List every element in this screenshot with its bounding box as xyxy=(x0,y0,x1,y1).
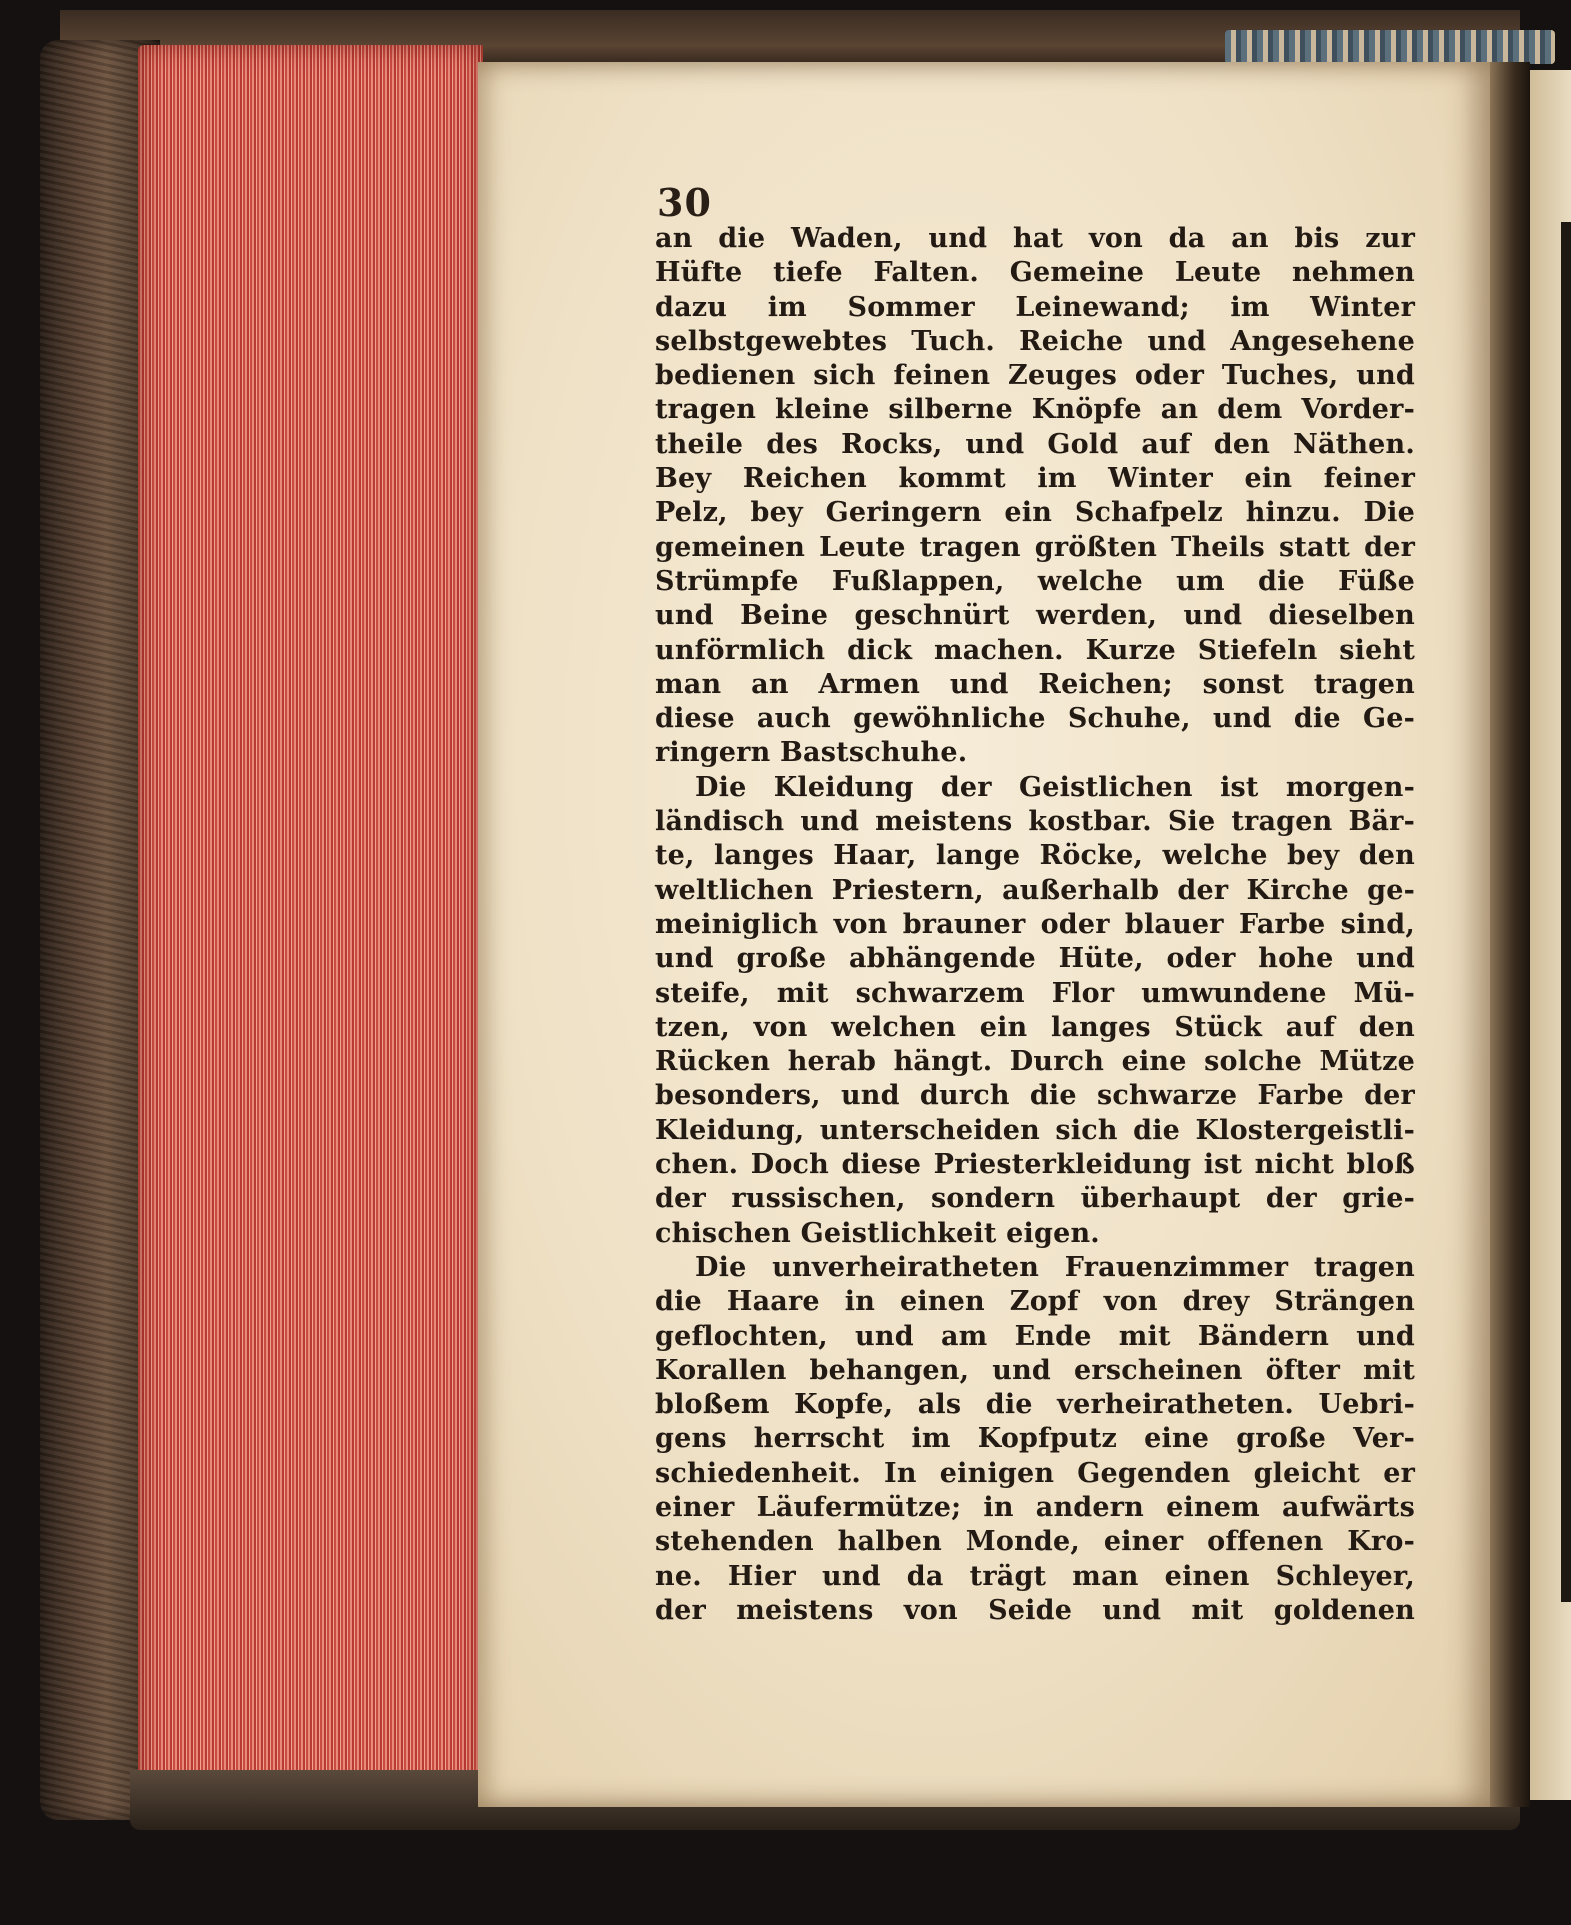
page-number: 30 xyxy=(657,180,712,225)
text-line: der russischen, sondern überhaupt der grie- xyxy=(655,1183,1415,1215)
text-line: Die Kleidung der Geistlichen ist morgen- xyxy=(695,771,1415,803)
text-line: an die Waden, und hat von da an bis zur xyxy=(655,223,1415,254)
book-gutter xyxy=(1490,62,1530,1807)
text-line: gemeinen Leute tragen größten Theils statt der xyxy=(655,531,1415,563)
text-line: schiedenheit. In einigen Gegenden gleicht er xyxy=(655,1457,1415,1489)
headband xyxy=(1225,30,1555,64)
text-line: Strümpfe Fußlappen, welche um die Füße xyxy=(655,565,1415,597)
text-line: ländisch und meistens kostbar. Sie tragen Bär- xyxy=(655,806,1415,838)
text-line: selbstgewebtes Tuch. Reiche und Angesehene xyxy=(655,325,1415,357)
text-line: theile des Rocks, und Gold auf den Näthen. xyxy=(655,428,1415,460)
text-line: die Haare in einen Zopf von drey Strängen xyxy=(655,1286,1415,1318)
text-line: steife, mit schwarzem Flor umwundene Mü- xyxy=(655,977,1415,1009)
text-line: Korallen behangen, und erscheinen öfter mit xyxy=(655,1354,1415,1386)
text-line: unförmlich dick machen. Kurze Stiefeln sieht xyxy=(655,634,1415,666)
text-line: Hüfte tiefe Falten. Gemeine Leute nehmen xyxy=(655,257,1415,289)
text-line: bedienen sich feinen Zeuges oder Tuches, und xyxy=(655,360,1415,392)
text-line: Kleidung, unterscheiden sich die Klostergeistli- xyxy=(655,1114,1415,1146)
text-line: chen. Doch diese Priesterkleidung ist nicht bloß xyxy=(655,1149,1415,1181)
text-line: gens herrscht im Kopfputz eine große Ver- xyxy=(655,1423,1415,1455)
text-line: weltlichen Priestern, außerhalb der Kirche ge- xyxy=(655,874,1415,906)
facing-page-border xyxy=(1561,222,1571,1602)
text-line: meiniglich von brauner oder blauer Farbe sind, xyxy=(655,908,1415,940)
text-line: tragen kleine silberne Knöpfe an dem Vorder- xyxy=(655,394,1415,426)
text-line: ringern Bastschuhe. xyxy=(655,737,968,769)
text-line: und große abhängende Hüte, oder hohe und xyxy=(655,943,1415,975)
text-line: Die unverheiratheten Frauenzimmer tragen xyxy=(695,1251,1415,1283)
red-page-edges xyxy=(138,45,483,1800)
text-line: Pelz, bey Geringern ein Schafpelz hinzu. Die xyxy=(655,497,1415,529)
text-line: stehenden halben Monde, einer offenen Kro- xyxy=(655,1526,1415,1558)
text-line: te, langes Haar, lange Röcke, welche bey den xyxy=(655,840,1415,872)
text-line: und Beine geschnürt werden, und dieselben xyxy=(655,600,1415,632)
text-line: Bey Reichen kommt im Winter ein feiner xyxy=(655,463,1415,495)
text-line: dazu im Sommer Leinewand; im Winter xyxy=(655,291,1415,323)
text-line: Rücken herab hängt. Durch eine solche Mütze xyxy=(655,1046,1415,1078)
text-line: bloßem Kopfe, als die verheiratheten. Uebri- xyxy=(655,1389,1415,1421)
text-line: der meistens von Seide und mit goldenen xyxy=(655,1594,1415,1626)
text-line: man an Armen und Reichen; sonst tragen xyxy=(655,668,1415,700)
text-line: tzen, von welchen ein langes Stück auf den xyxy=(655,1011,1415,1043)
text-line: geflochten, und am Ende mit Bändern und xyxy=(655,1320,1415,1352)
text-line: einer Läufermütze; in andern einem aufwärts xyxy=(655,1491,1415,1523)
text-line: ne. Hier und da trägt man einen Schleyer, xyxy=(655,1560,1415,1592)
page-text xyxy=(655,222,1415,1628)
text-line: besonders, und durch die schwarze Farbe der xyxy=(655,1080,1415,1112)
text-line: diese auch gewöhnliche Schuhe, und die Ge- xyxy=(655,703,1415,735)
text-line: chischen Geistlichkeit eigen. xyxy=(655,1217,1100,1249)
